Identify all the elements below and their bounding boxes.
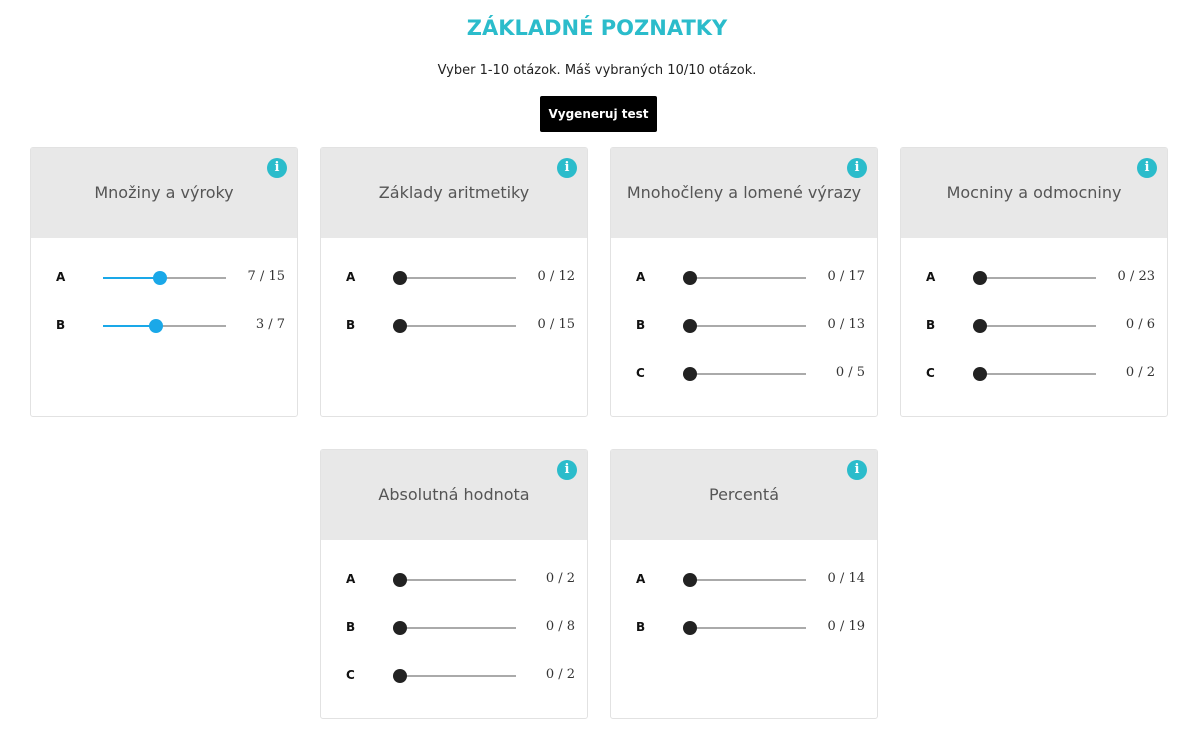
question-count-slider[interactable] — [973, 325, 1096, 327]
difficulty-label: A — [926, 270, 936, 284]
question-count: 0 / 2 — [545, 571, 575, 586]
question-count: 0 / 2 — [1125, 365, 1155, 380]
topic-title: Mocniny a odmocniny — [946, 183, 1122, 202]
difficulty-label: B — [926, 318, 936, 332]
slider-thumb[interactable] — [973, 319, 987, 333]
difficulty-row — [611, 362, 878, 386]
difficulty-label: C — [636, 366, 645, 380]
slider-thumb[interactable] — [393, 669, 407, 683]
difficulty-row — [321, 568, 588, 592]
topic-card-header — [901, 148, 1167, 238]
slider-thumb[interactable] — [683, 573, 697, 587]
topic-card-header — [611, 450, 877, 540]
difficulty-label: A — [636, 270, 646, 284]
topic-card-header — [31, 148, 297, 238]
topic-card — [610, 147, 878, 417]
question-count-slider[interactable] — [683, 579, 806, 581]
question-count-slider[interactable] — [973, 277, 1096, 279]
topic-title: Základy aritmetiky — [378, 183, 530, 202]
question-count-slider[interactable] — [393, 675, 516, 677]
selection-summary: Vyber 1-10 otázok. Máš vybraných 10/10 otázok. — [437, 63, 757, 78]
difficulty-row — [31, 314, 298, 338]
difficulty-row — [31, 266, 298, 290]
difficulty-label: B — [346, 620, 356, 634]
difficulty-label: A — [56, 270, 66, 284]
generate-test-button[interactable]: Vygeneruj test — [540, 96, 657, 132]
info-icon[interactable]: i — [267, 158, 287, 178]
slider-thumb[interactable] — [683, 319, 697, 333]
topic-card — [320, 449, 588, 719]
slider-thumb[interactable] — [393, 319, 407, 333]
question-count-slider[interactable] — [683, 277, 806, 279]
info-icon[interactable]: i — [847, 158, 867, 178]
difficulty-label: B — [56, 318, 66, 332]
difficulty-row — [611, 616, 878, 640]
question-count: 3 / 7 — [255, 317, 285, 332]
difficulty-row — [321, 314, 588, 338]
topic-card-header — [321, 148, 587, 238]
slider-thumb[interactable] — [683, 271, 697, 285]
info-icon[interactable]: i — [557, 460, 577, 480]
question-count: 0 / 6 — [1125, 317, 1155, 332]
difficulty-row — [901, 266, 1168, 290]
question-count: 0 / 8 — [545, 619, 575, 634]
slider-thumb[interactable] — [153, 271, 167, 285]
question-count: 7 / 15 — [247, 269, 285, 284]
difficulty-label: C — [926, 366, 935, 380]
topic-title: Mnohočleny a lomené výrazy — [626, 183, 862, 202]
question-count: 0 / 17 — [827, 269, 865, 284]
difficulty-label: B — [636, 620, 646, 634]
difficulty-row — [321, 616, 588, 640]
difficulty-row — [901, 314, 1168, 338]
difficulty-label: C — [346, 668, 355, 682]
question-count-slider[interactable] — [103, 277, 226, 279]
question-count: 0 / 19 — [827, 619, 865, 634]
slider-fill — [103, 277, 160, 279]
info-icon[interactable]: i — [847, 460, 867, 480]
difficulty-label: B — [636, 318, 646, 332]
difficulty-row — [321, 664, 588, 688]
slider-thumb[interactable] — [683, 367, 697, 381]
difficulty-row — [611, 314, 878, 338]
difficulty-label: B — [346, 318, 356, 332]
difficulty-row — [611, 266, 878, 290]
topic-title: Absolutná hodnota — [378, 485, 530, 504]
topic-card-header — [321, 450, 587, 540]
slider-thumb[interactable] — [973, 271, 987, 285]
topic-title: Percentá — [708, 485, 779, 504]
topic-title: Množiny a výroky — [94, 183, 234, 202]
question-count: 0 / 12 — [537, 269, 575, 284]
question-count: 0 / 13 — [827, 317, 865, 332]
slider-thumb[interactable] — [393, 621, 407, 635]
question-count-slider[interactable] — [683, 627, 806, 629]
slider-thumb[interactable] — [149, 319, 163, 333]
info-icon[interactable]: i — [1137, 158, 1157, 178]
topic-card — [320, 147, 588, 417]
topic-card — [900, 147, 1168, 417]
difficulty-row — [321, 266, 588, 290]
question-count: 0 / 5 — [835, 365, 865, 380]
question-count: 0 / 23 — [1117, 269, 1155, 284]
difficulty-row — [901, 362, 1168, 386]
question-count: 0 / 2 — [545, 667, 575, 682]
question-count-slider[interactable] — [683, 325, 806, 327]
question-count-slider[interactable] — [393, 627, 516, 629]
topic-card-header — [611, 148, 877, 238]
question-count: 0 / 14 — [827, 571, 865, 586]
question-count-slider[interactable] — [393, 325, 516, 327]
slider-thumb[interactable] — [683, 621, 697, 635]
page-title: ZÁKLADNÉ POZNATKY — [466, 16, 728, 40]
slider-thumb[interactable] — [393, 271, 407, 285]
question-count: 0 / 15 — [537, 317, 575, 332]
question-count-slider[interactable] — [683, 373, 806, 375]
difficulty-row — [611, 568, 878, 592]
difficulty-label: A — [346, 572, 356, 586]
slider-thumb[interactable] — [393, 573, 407, 587]
question-count-slider[interactable] — [103, 325, 226, 327]
topic-card — [30, 147, 298, 417]
difficulty-label: A — [636, 572, 646, 586]
info-icon[interactable]: i — [557, 158, 577, 178]
question-count-slider[interactable] — [393, 277, 516, 279]
difficulty-label: A — [346, 270, 356, 284]
question-count-slider[interactable] — [393, 579, 516, 581]
slider-thumb[interactable] — [973, 367, 987, 381]
question-count-slider[interactable] — [973, 373, 1096, 375]
topic-card — [610, 449, 878, 719]
